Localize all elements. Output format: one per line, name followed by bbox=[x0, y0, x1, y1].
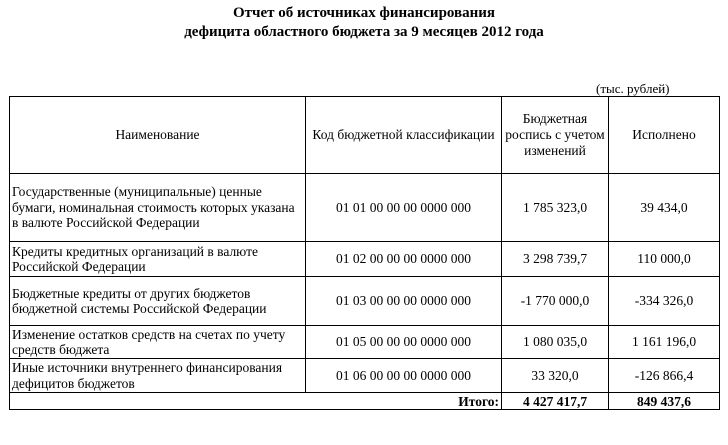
units-label: (тыс. рублей) bbox=[596, 81, 670, 96]
row-name: Иные источники внутреннего финансирования дефицитов бюджетов bbox=[10, 359, 306, 393]
row-plan: 3 298 739,7 bbox=[502, 242, 609, 277]
row-code: 01 02 00 00 00 0000 000 bbox=[306, 242, 502, 277]
row-code: 01 06 00 00 00 0000 000 bbox=[306, 359, 502, 393]
row-plan: 1 080 035,0 bbox=[502, 326, 609, 359]
table-row bbox=[10, 359, 720, 393]
table-row bbox=[10, 277, 720, 326]
row-code: 01 05 00 00 00 0000 000 bbox=[306, 326, 502, 359]
total-exec: 849 437,6 bbox=[609, 393, 720, 410]
table-row bbox=[10, 326, 720, 359]
header-exec: Исполнено bbox=[609, 97, 720, 174]
row-name: Изменение остатков средств на счетах по учету средств бюджета bbox=[10, 326, 306, 359]
row-exec: 110 000,0 bbox=[609, 242, 720, 277]
row-plan: 1 785 323,0 bbox=[502, 174, 609, 242]
row-plan: -1 770 000,0 bbox=[502, 277, 609, 326]
total-label: Итого: bbox=[10, 393, 502, 410]
row-code: 01 01 00 00 00 0000 000 bbox=[306, 174, 502, 242]
row-exec: -334 326,0 bbox=[609, 277, 720, 326]
header-plan: Бюджетная роспись с учетом изменений bbox=[502, 97, 609, 174]
total-plan: 4 427 417,7 bbox=[502, 393, 609, 410]
row-name: Государственные (муниципальные) ценные бумаги, номинальная стоимость которых указана в валюте Российской Федерации bbox=[10, 174, 306, 242]
report-title-line2: дефицита областного бюджета за 9 месяцев 2012 года bbox=[184, 24, 544, 40]
financing-sources-table bbox=[9, 96, 720, 410]
total-row bbox=[10, 393, 720, 410]
table-row bbox=[10, 174, 720, 242]
header-code: Код бюджетной классификации bbox=[306, 97, 502, 174]
table-row bbox=[10, 242, 720, 277]
row-plan: 33 320,0 bbox=[502, 359, 609, 393]
row-exec: -126 866,4 bbox=[609, 359, 720, 393]
row-name: Бюджетные кредиты от других бюджетов бюджетной системы Российской Федерации bbox=[10, 277, 306, 326]
report-title-line1: Отчет об источниках финансирования bbox=[232, 5, 496, 21]
row-exec: 39 434,0 bbox=[609, 174, 720, 242]
row-name: Кредиты кредитных организаций в валюте Российской Федерации bbox=[10, 242, 306, 277]
row-code: 01 03 00 00 00 0000 000 bbox=[306, 277, 502, 326]
header-name: Наименование bbox=[10, 97, 306, 174]
table-header-row bbox=[10, 97, 720, 174]
report-title bbox=[0, 4, 728, 42]
row-exec: 1 161 196,0 bbox=[609, 326, 720, 359]
